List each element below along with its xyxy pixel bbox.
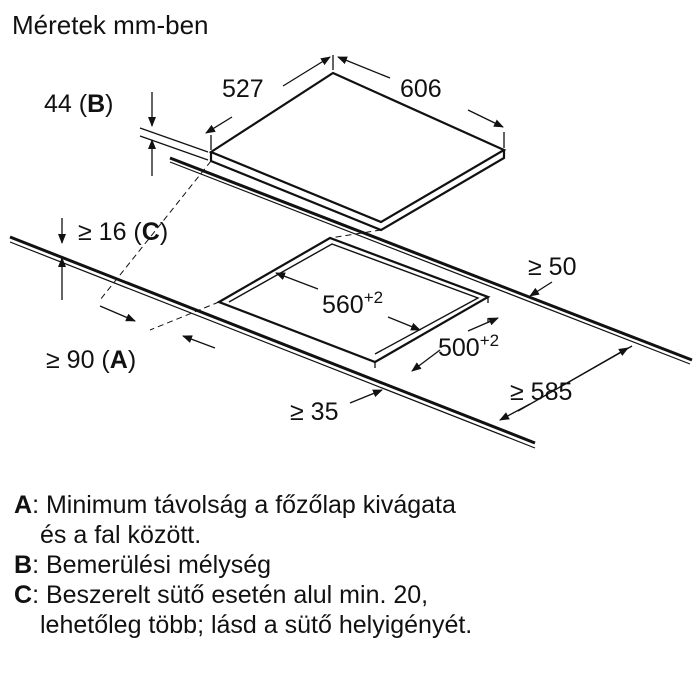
legend-text-c: Beszerelt sütő esetén alul min. 20, [39, 581, 429, 609]
legend-text-a: Minimum távolság a főzőlap kivágata [39, 491, 456, 519]
dim-90-label: ≥ 90 (A) [46, 346, 137, 374]
legend-item-a: A : Minimum távolság a főzőlap kivágata [14, 491, 456, 519]
legend-text-c-cont: lehetőleg több; lásd a sütő helyigényét. [40, 611, 473, 639]
dim-560-label: $560^{+2}$ [322, 288, 384, 319]
dim-50-label: ≥ 50 [528, 253, 577, 281]
dim-527-label: 527 [222, 75, 264, 103]
dim-35-label: ≥ 35 [290, 398, 339, 426]
legend-item-c: C : Beszerelt sütő esetén alul min. 20, [14, 581, 429, 609]
dim-35-line [350, 390, 382, 403]
dim-585-label: ≥ 585 [510, 378, 573, 406]
legend-item-b: B : Bemerülési mélység [14, 551, 272, 579]
dim-500-label: $500^{+2}$ [438, 331, 500, 362]
legend-text-a-cont: és a fal között. [40, 521, 202, 549]
legend [14, 490, 472, 640]
legend-key-b: B [14, 551, 33, 579]
dim-44-label: 44 (B) [44, 90, 114, 118]
page-title: Méretek mm-ben [12, 10, 209, 40]
legend-text-b: Bemerülési mélység [39, 551, 272, 579]
legend-key-c: C [14, 581, 33, 609]
dim-90-line [100, 306, 215, 348]
legend-key-a: A [14, 491, 33, 519]
dim-16-label: ≥ 16 (C) [78, 218, 169, 246]
dim-606-label: 606 [400, 75, 442, 103]
